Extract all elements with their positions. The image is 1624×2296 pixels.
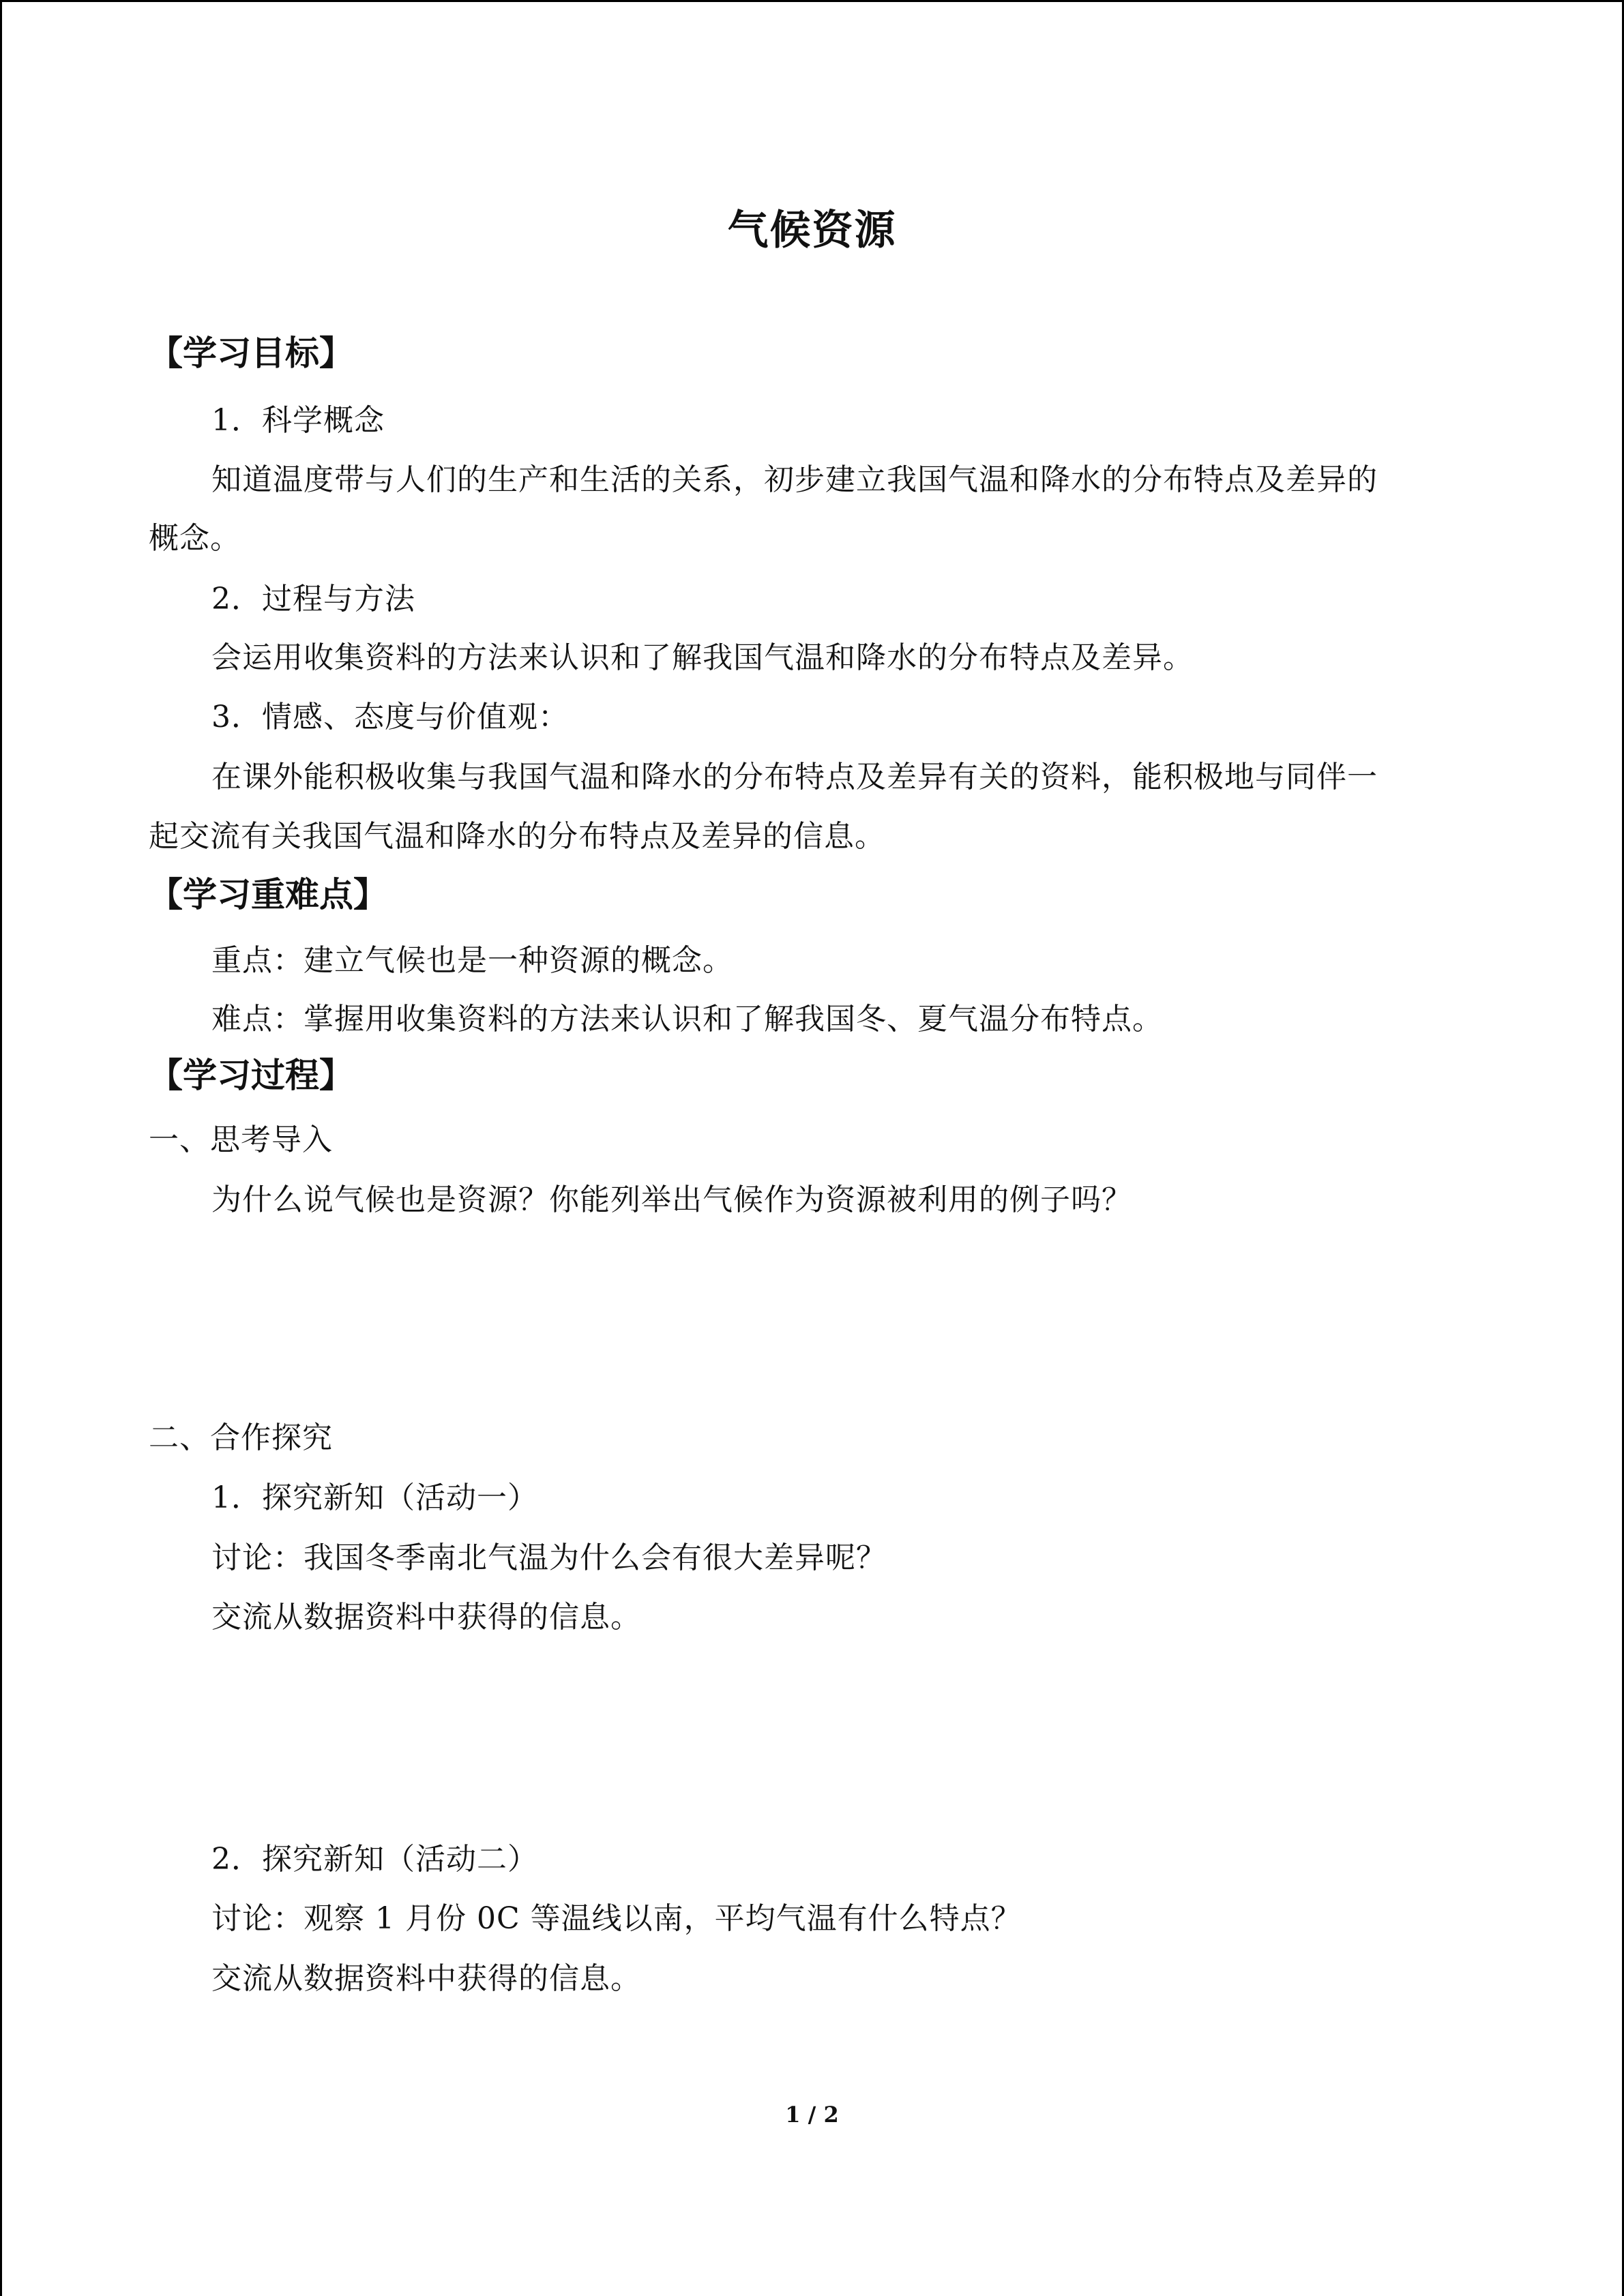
- objective-2-title: 2．过程与方法: [211, 582, 415, 616]
- objective-3-text-line2: 起交流有关我国气温和降水的分布特点及差异的信息。: [149, 819, 885, 854]
- process-part1-question: 为什么说气候也是资源？你能列举出气候作为资源被利用的例子吗？: [211, 1182, 1132, 1217]
- objective-1-title: 1．科学概念: [211, 403, 385, 438]
- page-number: 1 / 2: [785, 2102, 839, 2128]
- objective-3-title: 3．情感、态度与价值观：: [211, 700, 569, 734]
- activity-1-discussion: 讨论：我国冬季南北气温为什么会有很大差异呢？: [211, 1540, 887, 1575]
- activity-1-title: 1．探究新知（活动一）: [211, 1480, 538, 1515]
- section-heading-objectives: 【学习目标】: [149, 333, 353, 373]
- objective-2-text: 会运用收集资料的方法来认识和了解我国气温和降水的分布特点及差异。: [211, 640, 1194, 675]
- objective-1-text-line2: 概念。: [149, 521, 241, 556]
- objective-3-text-line1: 在课外能积极收集与我国气温和降水的分布特点及差异有关的资料，能积极地与同伴一: [211, 760, 1378, 794]
- process-part2-title: 二、合作探究: [149, 1420, 333, 1455]
- process-part1-title: 一、思考导入: [149, 1122, 333, 1157]
- key-point-important: 重点：建立气候也是一种资源的概念。: [211, 943, 733, 978]
- activity-2-discussion: 讨论：观察 1 月份 0C 等温线以南，平均气温有什么特点？: [211, 1901, 1022, 1936]
- section-heading-key-points: 【学习重难点】: [149, 875, 387, 914]
- document-title: 气候资源: [727, 207, 897, 254]
- key-point-difficult: 难点：掌握用收集资料的方法来认识和了解我国冬、夏气温分布特点。: [211, 1002, 1163, 1037]
- objective-1-text-line1: 知道温度带与人们的生产和生活的关系，初步建立我国气温和降水的分布特点及差异的: [211, 462, 1378, 497]
- section-heading-process: 【学习过程】: [149, 1056, 353, 1095]
- page-border-top: [0, 0, 1624, 2]
- activity-1-exchange: 交流从数据资料中获得的信息。: [211, 1600, 641, 1635]
- page-border-left: [0, 0, 2, 2296]
- activity-2-title: 2．探究新知（活动二）: [211, 1842, 538, 1877]
- activity-2-exchange: 交流从数据资料中获得的信息。: [211, 1961, 641, 1996]
